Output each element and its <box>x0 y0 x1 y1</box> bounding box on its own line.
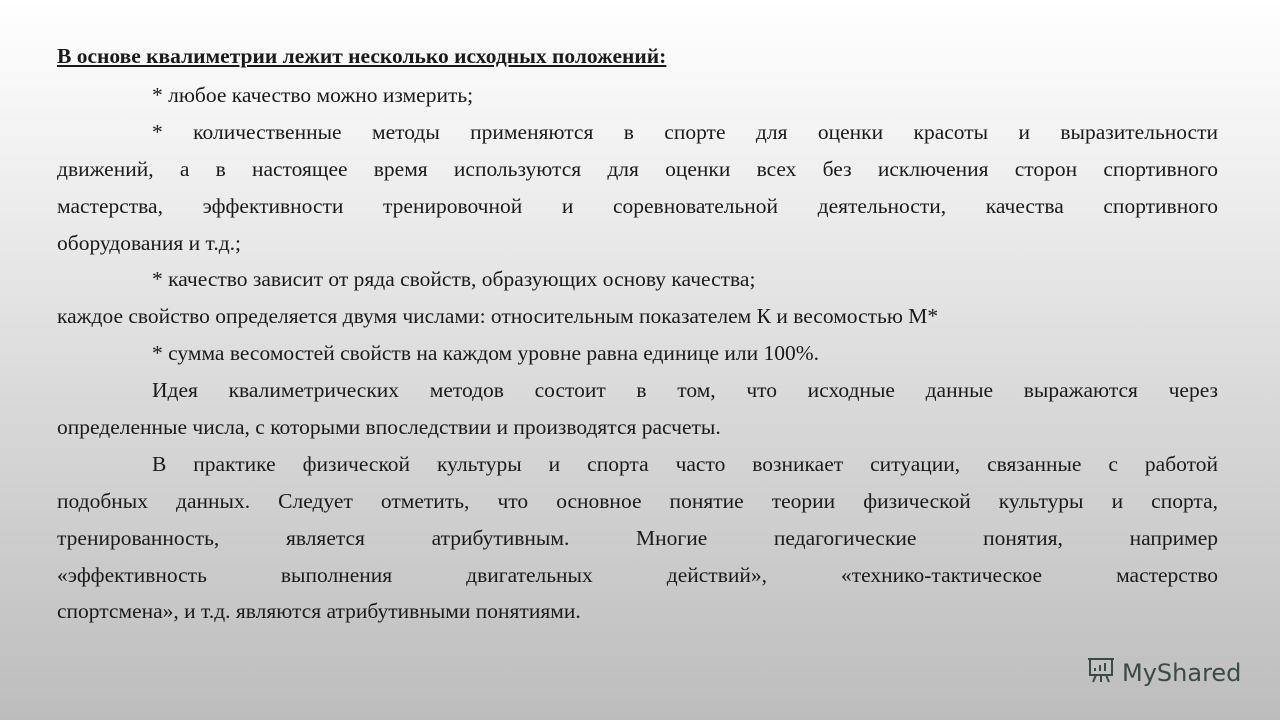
text-line: Идея квалиметрических методов состоит в том, что исходные данные выражаются через <box>152 378 1218 403</box>
text-line: В практике физической культуры и спорта часто возникает ситуации, связанные с работой <box>152 451 1218 476</box>
text-line: * любое качество можно измерить; <box>152 83 474 107</box>
logo-text: MyShared <box>1122 659 1242 687</box>
slide-heading: В основе квалиметрии лежит несколько исходных положений: <box>57 44 667 68</box>
text-line: тренированность, является атрибутивным. Многие педагогические понятия, например <box>57 525 1218 550</box>
presentation-chart-icon <box>1086 655 1116 691</box>
slide-body <box>57 77 1218 630</box>
text-line: * сумма весомостей свойств на каждом уровне равна единице или 100%. <box>152 341 820 366</box>
text-line: оборудования и т.д.; <box>57 230 241 255</box>
text-line: спортсмена», и т.д. являются атрибутивными понятиями. <box>57 599 581 624</box>
text-line: мастерства, эффективности тренировочной и соревновательной деятельности, качества спортивного <box>57 193 1218 218</box>
text-line: подобных данных. Следует отметить, что основное понятие теории физической культуры и спорта, <box>57 488 1218 513</box>
myshared-logo[interactable] <box>1086 655 1241 691</box>
text-line: каждое свойство определяется двумя числами: относительным показателем К и весомостью М* <box>57 304 939 329</box>
text-line: движений, а в настоящее время используются для оценки всех без исключения сторон спортивного <box>57 156 1218 181</box>
text-line: определенные числа, с которыми впоследствии и производятся расчеты. <box>57 415 721 440</box>
text-line: * качество зависит от ряда свойств, образующих основу качества; <box>152 267 756 292</box>
text-line: * количественные методы применяются в спорте для оценки красоты и выразительности <box>152 119 1218 144</box>
text-line: «эффективность выполнения двигательных действий», «технико-тактическое мастерство <box>57 562 1218 587</box>
